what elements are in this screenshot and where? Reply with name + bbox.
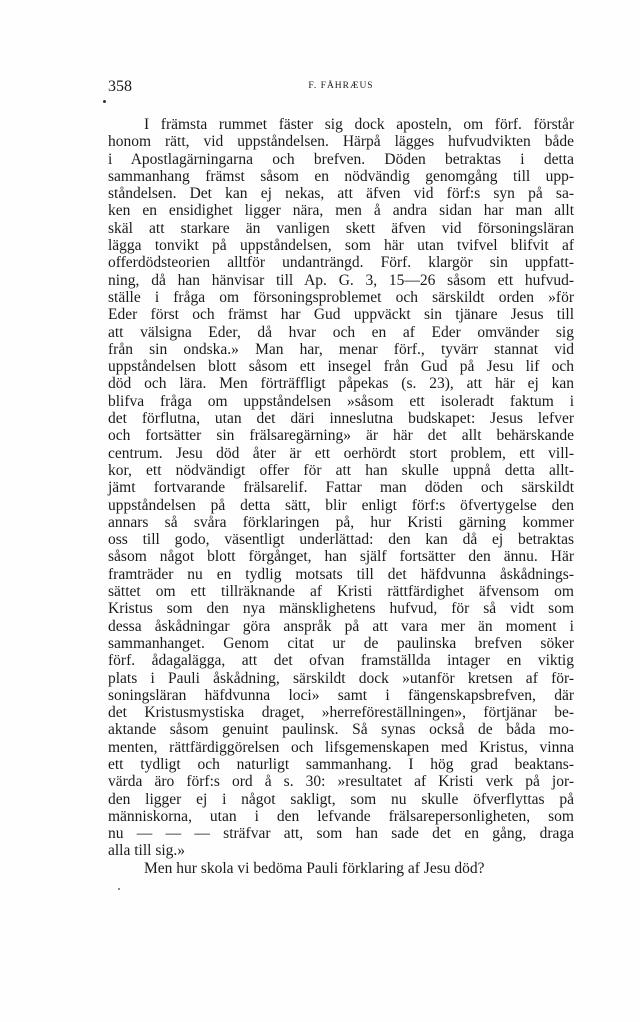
text-line: det förflutna, utan det däri inneslutna budskapet: Jesus lefver	[108, 410, 574, 428]
text-line: menten, rättfärdiggörelsen och lifsgemenskapen med Kristus, vinna	[108, 738, 574, 756]
text-line: uppståndelsen på detta sätt, blir enligt förf:s öfvertygelse den	[108, 496, 574, 514]
text-line: kor, ett nödvändigt offer för att han skulle uppnå detta allt-	[108, 461, 574, 479]
body-text	[108, 116, 574, 877]
running-head: F. FÅHRÆUS	[308, 81, 374, 91]
text-line: nu — — — sträfvar att, som han sade det en gång, draga	[108, 825, 574, 843]
text-line: alla till sig.»	[108, 842, 186, 860]
text-line: såsom något blott förgånget, han själf fortsätter den ännu. Här	[108, 548, 574, 566]
text-line: ståndelsen. Det kan ej nekas, att äfven vid förf:s syn på sa-	[108, 185, 574, 203]
text-line: I främsta rummet fäster sig dock aposteln, om förf. förstår	[144, 116, 574, 133]
text-line: aktande såsom genuint paulinsk. Så synas också de båda mo-	[108, 721, 574, 739]
text-line: från sin ondska.» Man har, menar förf., tyvärr stannat vid	[108, 340, 574, 358]
text-line: människorna, utan i den lefvande frälsarepersonligheten, som	[108, 807, 574, 825]
text-line: det Kristusmystiska draget, »herreföreställningen», förtjänar be-	[108, 704, 574, 722]
text-line: honom rätt, vid uppståndelsen. Härpå lägges hufvudvikten både	[108, 133, 574, 151]
print-speck	[103, 100, 106, 103]
text-line: uppståndelsen blott såsom ett insegel från Gud på Jesu lif och	[108, 358, 574, 376]
text-line: sättet om ett tillräknande af Kristi rättfärdighet äfvensom om	[108, 583, 574, 601]
text-line: blifva fråga om uppståndelsen »såsom ett isoleradt faktum i	[108, 392, 574, 410]
text-line: sammanhanget. Genom citat ur de paulinska brefven söker	[108, 634, 574, 652]
print-speck	[118, 888, 120, 890]
text-line: plats i Pauli åskådning, särskildt dock »utanför kretsen af för-	[108, 669, 574, 687]
text-line: ett tydligt och naturligt sammanhang. I hög grad beaktans-	[108, 755, 574, 773]
text-line: sammanhang främst såsom en nödvändig genomgång till upp-	[108, 167, 574, 185]
text-line: ställe i fråga om försoningsproblemet och särskildt orden »för	[108, 288, 574, 306]
text-line: oss till godo, väsentligt underlättad: den kan då ej betraktas	[108, 531, 574, 549]
text-line: och fortsätter sin frälsaregärning» är här det allt behärskande	[108, 427, 574, 445]
text-line: Kristus som den nya mänsklighetens hufvud, för så vidt som	[108, 600, 574, 618]
text-line: att välsigna Eder, då hvar och en af Eder omvänder sig	[108, 323, 574, 341]
text-line: annars så svåra förklaringen på, hur Kristi gärning kommer	[108, 513, 574, 531]
text-line: centrum. Jesu död åter är ett oerhördt stort problem, ett vill-	[108, 444, 574, 462]
text-line: lägga tonvikt på uppståndelsen, som här utan tvifvel blifvit af	[108, 237, 574, 255]
text-line: framträder nu en tydlig motsats till det häfdvunna åskådnings-	[108, 565, 574, 583]
text-line: död och lära. Men förträffligt påpekas (s. 23), att här ej kan	[108, 375, 574, 393]
text-line: jämt fortvarande frälsarelif. Fattar man döden och särskildt	[108, 479, 574, 497]
text-line: ning, då han hänvisar till Ap. G. 3, 15—26 såsom ett hufvud-	[108, 271, 574, 289]
text-line: dessa åskådningar göra anspråk på att vara mer än moment i	[108, 617, 574, 635]
text-line: Men hur skola vi bedöma Pauli förklaring af Jesu död?	[144, 859, 485, 877]
text-line: förf. ådagalägga, att det ofvan framställda intager en viktig	[108, 652, 574, 670]
page-header	[108, 78, 574, 98]
text-line: ken en ensidighet ligger nära, men å andra sidan har man allt	[108, 202, 574, 220]
text-line: skäl att starkare än vanligen skett äfven vid försoningsläran	[108, 219, 574, 237]
text-line: värda äro förf:s ord å s. 30: »resultatet af Kristi verk på jor-	[108, 773, 574, 791]
text-line: soningsläran häfdvunna loci» samt i fängenskapsbrefven, där	[108, 686, 574, 704]
page-number: 358	[108, 78, 132, 95]
text-line: offerdödsteorien alltför undanträngd. Förf. klargör sin uppfatt-	[108, 254, 574, 272]
text-line: den ligger ej i något sakligt, som nu skulle öfverflyttas på	[108, 790, 574, 808]
text-line: i Apostlagärningarna och brefven. Döden betraktas i detta	[108, 150, 574, 168]
text-line: Eder först och främst har Gud uppväckt sin tjänare Jesus till	[108, 306, 574, 324]
